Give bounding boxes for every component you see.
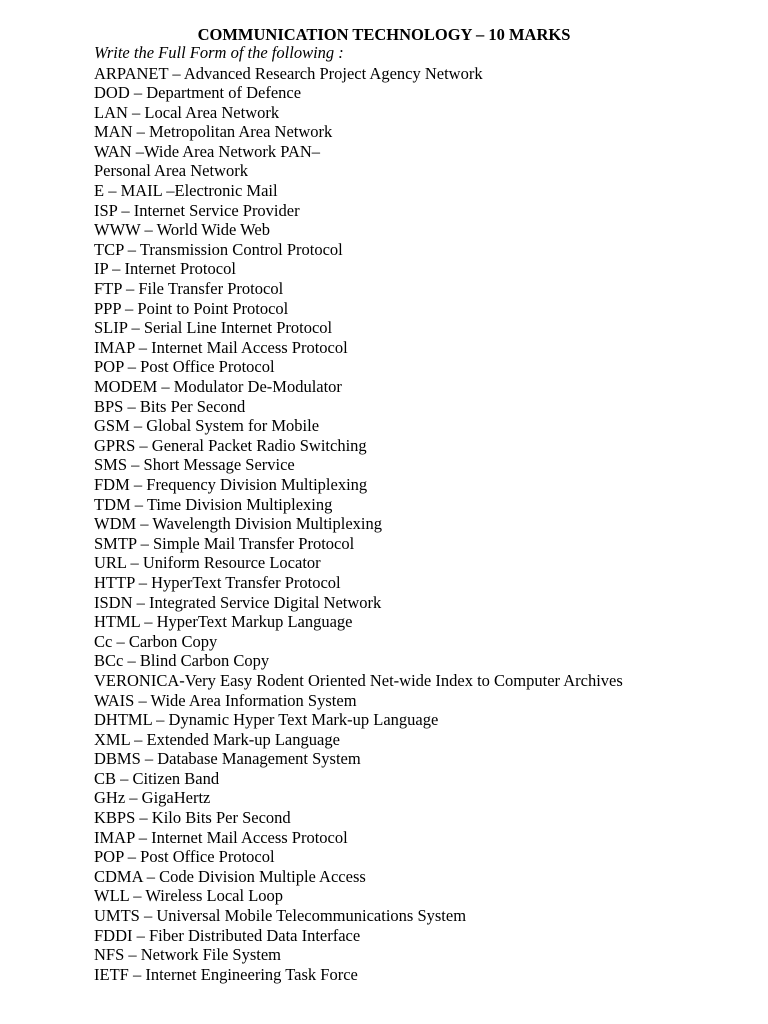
instruction-text: Write the Full Form of the following : <box>94 43 344 62</box>
list-item: FDM – Frequency Division Multiplexing <box>94 474 368 494</box>
list-item: POP – Post Office Protocol <box>94 847 275 867</box>
list-item: GPRS – General Packet Radio Switching <box>94 435 367 455</box>
list-item: DHTML – Dynamic Hyper Text Mark-up Language <box>94 710 439 730</box>
list-item: ISP – Internet Service Provider <box>94 200 300 220</box>
abbreviation-list <box>94 64 623 985</box>
list-item: IETF – Internet Engineering Task Force <box>94 964 358 984</box>
list-item: UMTS – Universal Mobile Telecommunications System <box>94 906 467 926</box>
list-item: PPP – Point to Point Protocol <box>94 298 289 318</box>
list-item: WWW – World Wide Web <box>94 220 271 240</box>
list-item: KBPS – Kilo Bits Per Second <box>94 808 291 828</box>
list-item: VERONICA-Very Easy Rodent Oriented Net-wide Index to Computer Archives <box>94 670 623 690</box>
list-item: ISDN – Integrated Service Digital Network <box>94 592 382 612</box>
list-item: XML – Extended Mark-up Language <box>94 729 340 749</box>
list-item: FTP – File Transfer Protocol <box>94 279 284 299</box>
list-item: FDDI – Fiber Distributed Data Interface <box>94 925 361 945</box>
list-item: IP – Internet Protocol <box>94 259 236 279</box>
list-item: GSM – Global System for Mobile <box>94 416 320 436</box>
list-item: WLL – Wireless Local Loop <box>94 886 284 906</box>
list-item: IMAP – Internet Mail Access Protocol <box>94 337 348 357</box>
list-item: Cc – Carbon Copy <box>94 631 218 651</box>
list-item: SMS – Short Message Service <box>94 455 295 475</box>
page-title: COMMUNICATION TECHNOLOGY – 10 MARKS <box>197 25 571 44</box>
list-item: ARPANET – Advanced Research Project Agency Network <box>94 63 483 83</box>
list-item: E – MAIL –Electronic Mail <box>94 181 278 201</box>
list-item: DOD – Department of Defence <box>94 83 302 103</box>
list-item: HTML – HyperText Markup Language <box>94 612 353 632</box>
list-item: SMTP – Simple Mail Transfer Protocol <box>94 533 355 553</box>
list-item: CDMA – Code Division Multiple Access <box>94 866 366 886</box>
list-item: BPS – Bits Per Second <box>94 396 246 416</box>
list-item: POP – Post Office Protocol <box>94 357 275 377</box>
list-item: MODEM – Modulator De-Modulator <box>94 377 342 396</box>
list-item: GHz – GigaHertz <box>94 788 211 808</box>
list-item: WAIS – Wide Area Information System <box>94 690 357 710</box>
list-item: HTTP – HyperText Transfer Protocol <box>94 572 341 592</box>
list-item: IMAP – Internet Mail Access Protocol <box>94 827 348 847</box>
list-item: TDM – Time Division Multiplexing <box>94 494 333 514</box>
list-item: DBMS – Database Management System <box>94 749 361 769</box>
list-item: MAN – Metropolitan Area Network <box>94 122 333 142</box>
list-item: WAN –Wide Area Network PAN– <box>94 141 321 161</box>
list-item: SLIP – Serial Line Internet Protocol <box>94 318 333 338</box>
list-item: WDM – Wavelength Division Multiplexing <box>94 514 383 534</box>
list-item: Personal Area Network <box>94 161 248 181</box>
list-item: TCP – Transmission Control Protocol <box>94 239 343 259</box>
list-item: NFS – Network File System <box>94 945 282 965</box>
list-item: URL – Uniform Resource Locator <box>94 553 321 573</box>
list-item: LAN – Local Area Network <box>94 102 280 122</box>
list-item: CB – Citizen Band <box>94 768 220 788</box>
list-item: BCc – Blind Carbon Copy <box>94 651 270 671</box>
